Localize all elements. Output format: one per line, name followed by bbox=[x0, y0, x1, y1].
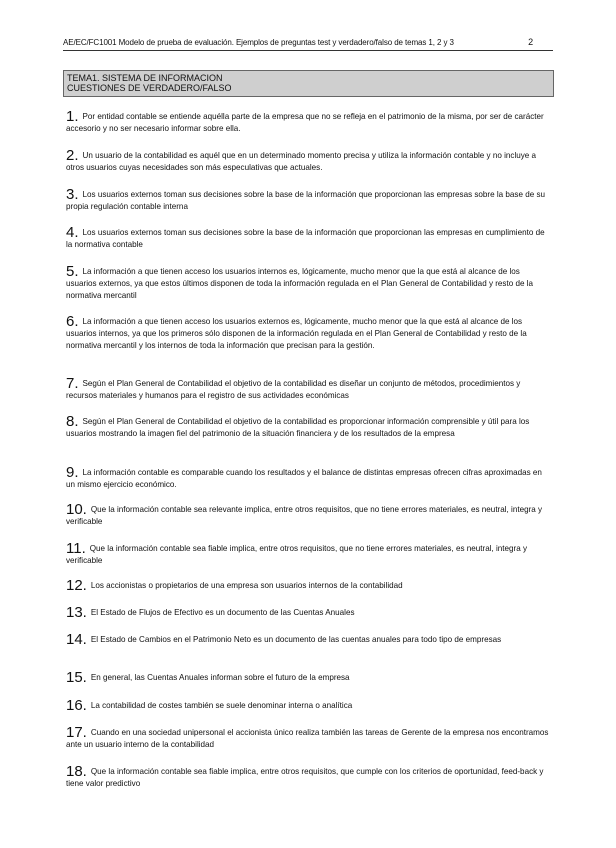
question-number: 12. bbox=[66, 577, 87, 594]
question-item bbox=[66, 604, 552, 621]
question-text: Los usuarios externos toman sus decisiones sobre la base de la información que proporcionan las empresas sobre la base de su propia regulación contable interna bbox=[66, 190, 546, 211]
question-item bbox=[66, 108, 552, 135]
question-text: La contabilidad de costes también se suele denominar interna o analítica bbox=[90, 701, 353, 710]
question-number: 3. bbox=[66, 186, 79, 203]
question-text: El Estado de Cambios en el Patrimonio Neto es un documento de las cuentas anuales para todo tipo de empresas bbox=[90, 635, 502, 644]
header-divider bbox=[63, 50, 553, 51]
question-number: 15. bbox=[66, 669, 87, 686]
question-number: 6. bbox=[66, 313, 79, 330]
question-item bbox=[66, 263, 552, 302]
question-item bbox=[66, 375, 552, 402]
question-number: 1. bbox=[66, 108, 79, 125]
question-text: La información a que tienen acceso los usuarios externos es, lógicamente, mucho menor que la que está al alcance de los usuarios internos, ya que los primeros sólo disponen de la información regulada en el Plan General de Contabilidad y resto de la normativa mercantil y los internos de toda la información que precisan para la gestión. bbox=[66, 317, 527, 350]
page-number: 2 bbox=[528, 37, 533, 47]
question-item bbox=[66, 669, 552, 686]
question-text: El Estado de Flujos de Efectivo es un documento de las Cuentas Anuales bbox=[90, 608, 355, 617]
question-item bbox=[66, 413, 552, 440]
question-item bbox=[66, 763, 552, 790]
question-text: Un usuario de la contabilidad es aquél que en un determinado momento precisa y utiliza la información contable y no incluye a otros usuarios cuyas necesidades son más especulativas que actuales. bbox=[66, 151, 537, 172]
question-text: Los usuarios externos toman sus decisiones sobre la base de la información que proporcionan las empresas en cumplimiento de la normativa contable bbox=[66, 228, 545, 249]
document-title: AE/EC/FC1001 Modelo de prueba de evaluación. Ejemplos de preguntas test y verdadero/falso de temas 1, 2 y 3 bbox=[63, 38, 454, 47]
question-item bbox=[66, 540, 552, 567]
question-number: 17. bbox=[66, 724, 87, 741]
question-item bbox=[66, 186, 552, 213]
question-item bbox=[66, 631, 552, 648]
question-item bbox=[66, 577, 552, 594]
question-text: Cuando en una sociedad unipersonal el accionista único realiza también las tareas de Gerente de la empresa nos encontramos ante un usuario interno de la contabilidad bbox=[66, 728, 549, 749]
question-number: 11. bbox=[66, 540, 86, 557]
question-item bbox=[66, 147, 552, 174]
question-item bbox=[66, 224, 552, 251]
question-number: 2. bbox=[66, 147, 79, 164]
question-number: 8. bbox=[66, 413, 79, 430]
question-number: 7. bbox=[66, 375, 79, 392]
question-text: Que la información contable sea relevante implica, entre otros requisitos, que no tiene errores materiales, es neutral, integra y verificable bbox=[66, 505, 543, 526]
question-text: Que la información contable sea fiable implica, entre otros requisitos, que no tiene errores materiales, es neutral, integra y verificable bbox=[66, 544, 528, 565]
question-text: La información contable es comparable cuando los resultados y el balance de distintas empresas ofrecen cifras aproximadas en un mismo ejercicio económico. bbox=[66, 468, 542, 489]
question-number: 5. bbox=[66, 263, 79, 280]
question-number: 9. bbox=[66, 464, 79, 481]
section-subtitle: CUESTIONES DE VERDADERO/FALSO bbox=[67, 83, 232, 93]
question-number: 4. bbox=[66, 224, 79, 241]
question-item bbox=[66, 724, 552, 751]
question-number: 16. bbox=[66, 697, 87, 714]
section-title: TEMA1. SISTEMA DE INFORMACION bbox=[67, 73, 223, 83]
question-text: La información a que tienen acceso los usuarios internos es, lógicamente, mucho menor que la que está al alcance de los usuarios externos, ya que estos últimos disponen de toda la información regulada en el Plan General de Contabilidad y resto de la normativa mercantil bbox=[66, 267, 534, 300]
question-item bbox=[66, 501, 552, 528]
question-text: Por entidad contable se entiende aquélla parte de la empresa que no se refleja en el patrimonio de la misma, por ser de carácter accesorio y no ser necesario informar sobre ella. bbox=[66, 112, 544, 133]
question-number: 14. bbox=[66, 631, 87, 648]
question-number: 18. bbox=[66, 763, 87, 780]
question-text: Según el Plan General de Contabilidad el objetivo de la contabilidad es proporcionar información comprensible y útil para los usuarios mostrando la imagen fiel del patrimonio de la situación financiera y de los resultados de la empresa bbox=[66, 417, 530, 438]
question-item bbox=[66, 697, 552, 714]
question-item bbox=[66, 313, 552, 352]
question-text: Que la información contable sea fiable implica, entre otros requisitos, que cumple con los criterios de oportunidad, feed-back y tiene valor predictivo bbox=[66, 767, 544, 788]
page-header bbox=[63, 36, 553, 50]
section-heading bbox=[63, 70, 554, 97]
question-item bbox=[66, 464, 552, 491]
question-number: 13. bbox=[66, 604, 87, 621]
question-text: En general, las Cuentas Anuales informan sobre el futuro de la empresa bbox=[90, 673, 350, 682]
question-text: Los accionistas o propietarios de una empresa son usuarios internos de la contabilidad bbox=[90, 581, 403, 590]
question-number: 10. bbox=[66, 501, 87, 518]
question-text: Según el Plan General de Contabilidad el objetivo de la contabilidad es diseñar un conjunto de métodos, procedimientos y recursos materiales y humanos para el registro de sus actividades económicas bbox=[66, 379, 521, 400]
